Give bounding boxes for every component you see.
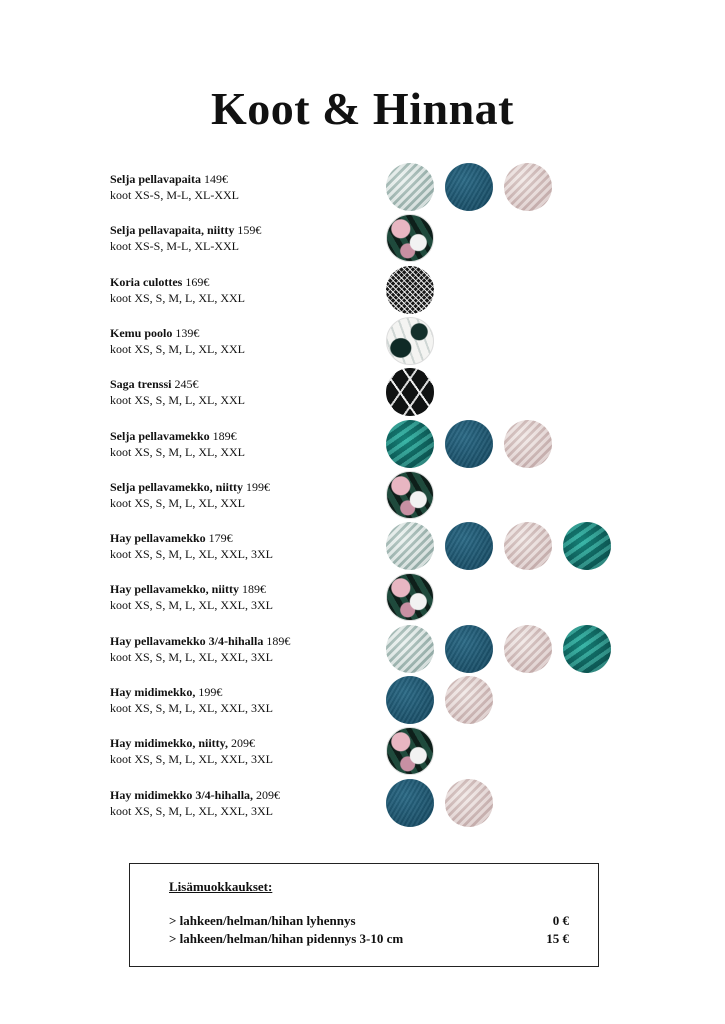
product-name-line: [110, 788, 280, 803]
fabric-swatch-floral: [386, 573, 434, 621]
fabric-swatch-linen-mint: [386, 522, 434, 570]
fabric-swatch-linen-mint: [386, 625, 434, 673]
product-sizes: koot XS, S, M, L, XL, XXL, 3XL: [110, 547, 274, 561]
modification-label: > lahkeen/helman/hihan lyhennys: [169, 913, 356, 928]
product-row: [110, 685, 710, 733]
product-row: [110, 736, 710, 784]
fabric-swatch-linen-emerald: [563, 522, 611, 570]
fabric-swatch-floral: [386, 727, 434, 775]
page-title: Koot & Hinnat: [211, 83, 514, 134]
product-price: 169€: [185, 275, 210, 289]
fabric-swatch-linen-petrol: [445, 625, 493, 673]
product-row: [110, 377, 710, 425]
product-row: [110, 172, 710, 220]
product-sizes: koot XS, S, M, L, XL, XXL: [110, 291, 246, 305]
product-price: 199€: [246, 480, 271, 494]
product-row: [110, 582, 710, 630]
fabric-swatch-linen-emerald: [386, 420, 434, 468]
fabric-swatch-leaf-white: [386, 317, 434, 365]
product-sizes: koot XS-S, M-L, XL-XXL: [110, 239, 239, 253]
product-name-line: [110, 172, 228, 187]
product-name-line: [110, 736, 255, 751]
modifications-title: Lisämuokkaukset:: [169, 879, 273, 894]
product-sizes: koot XS, S, M, L, XL, XXL: [110, 445, 246, 459]
fabric-swatch-linen-rose: [504, 522, 552, 570]
fabric-swatch-tweed: [386, 266, 434, 314]
product-row: [110, 326, 710, 374]
product-name-line: [110, 223, 261, 238]
product-name-line: [110, 326, 199, 341]
product-row: [110, 788, 710, 836]
product-name: Selja pellavapaita: [110, 172, 202, 186]
product-name: Saga trenssi: [110, 377, 172, 391]
product-name: Selja pellavamekko, niitty: [110, 480, 244, 494]
modification-label: > lahkeen/helman/hihan pidennys 3-10 cm: [169, 931, 404, 946]
product-name: Hay pellavamekko: [110, 531, 206, 545]
product-price: 245€: [174, 377, 199, 391]
fabric-swatch-floral: [386, 214, 434, 262]
product-sizes: koot XS, S, M, L, XL, XXL, 3XL: [110, 804, 274, 818]
fabric-swatch-linen-emerald: [563, 625, 611, 673]
product-name: Hay midimekko 3/4-hihalla,: [110, 788, 254, 802]
product-sizes: koot XS-S, M-L, XL-XXL: [110, 188, 239, 202]
product-name: Kemu poolo: [110, 326, 173, 340]
product-row: [110, 634, 710, 682]
product-name: Hay pellavamekko, niitty: [110, 582, 240, 596]
product-name-line: [110, 582, 266, 597]
product-price: 209€: [256, 788, 281, 802]
product-price: 189€: [266, 634, 291, 648]
product-name-line: [110, 634, 290, 649]
product-name-line: [110, 531, 233, 546]
modification-price: 15 €: [546, 931, 569, 946]
product-row: [110, 480, 710, 528]
fabric-swatch-floral: [386, 471, 434, 519]
product-sizes: koot XS, S, M, L, XL, XXL, 3XL: [110, 650, 274, 664]
fabric-swatch-arrow-black: [386, 368, 434, 416]
product-price: 179€: [208, 531, 233, 545]
product-sizes: koot XS, S, M, L, XL, XXL, 3XL: [110, 752, 274, 766]
fabric-swatch-linen-rose: [504, 163, 552, 211]
product-sizes: koot XS, S, M, L, XL, XXL: [110, 342, 246, 356]
product-price: 189€: [242, 582, 267, 596]
product-price: 209€: [231, 736, 256, 750]
product-name-line: [110, 685, 222, 700]
product-price: 159€: [237, 223, 262, 237]
fabric-swatch-linen-rose: [504, 420, 552, 468]
product-sizes: koot XS, S, M, L, XL, XXL, 3XL: [110, 701, 274, 715]
product-row: [110, 531, 710, 579]
product-price: 189€: [212, 429, 237, 443]
product-name-line: [110, 275, 209, 290]
fabric-swatch-linen-petrol: [386, 779, 434, 827]
product-row: [110, 275, 710, 323]
product-sizes: koot XS, S, M, L, XL, XXL, 3XL: [110, 598, 274, 612]
product-row: [110, 223, 710, 271]
fabric-swatch-linen-petrol: [445, 163, 493, 211]
fabric-swatch-linen-mint: [386, 163, 434, 211]
product-name: Hay midimekko,: [110, 685, 196, 699]
product-name: Koria culottes: [110, 275, 183, 289]
product-row: [110, 429, 710, 477]
product-name-line: [110, 480, 270, 495]
product-price: 139€: [175, 326, 200, 340]
product-name: Hay pellavamekko 3/4-hihalla: [110, 634, 264, 648]
fabric-swatch-linen-rose: [445, 676, 493, 724]
fabric-swatch-linen-rose: [504, 625, 552, 673]
product-name-line: [110, 429, 237, 444]
product-sizes: koot XS, S, M, L, XL, XXL: [110, 496, 246, 510]
modifications-box: [129, 863, 599, 967]
product-name-line: [110, 377, 198, 392]
modification-price: 0 €: [552, 913, 569, 928]
product-name: Selja pellavamekko: [110, 429, 210, 443]
product-price: 199€: [198, 685, 223, 699]
fabric-swatch-linen-petrol: [445, 420, 493, 468]
product-sizes: koot XS, S, M, L, XL, XXL: [110, 393, 246, 407]
fabric-swatch-linen-rose: [445, 779, 493, 827]
product-name: Selja pellavapaita, niitty: [110, 223, 235, 237]
product-price: 149€: [204, 172, 229, 186]
fabric-swatch-linen-petrol: [386, 676, 434, 724]
fabric-swatch-linen-petrol: [445, 522, 493, 570]
product-name: Hay midimekko, niitty,: [110, 736, 229, 750]
